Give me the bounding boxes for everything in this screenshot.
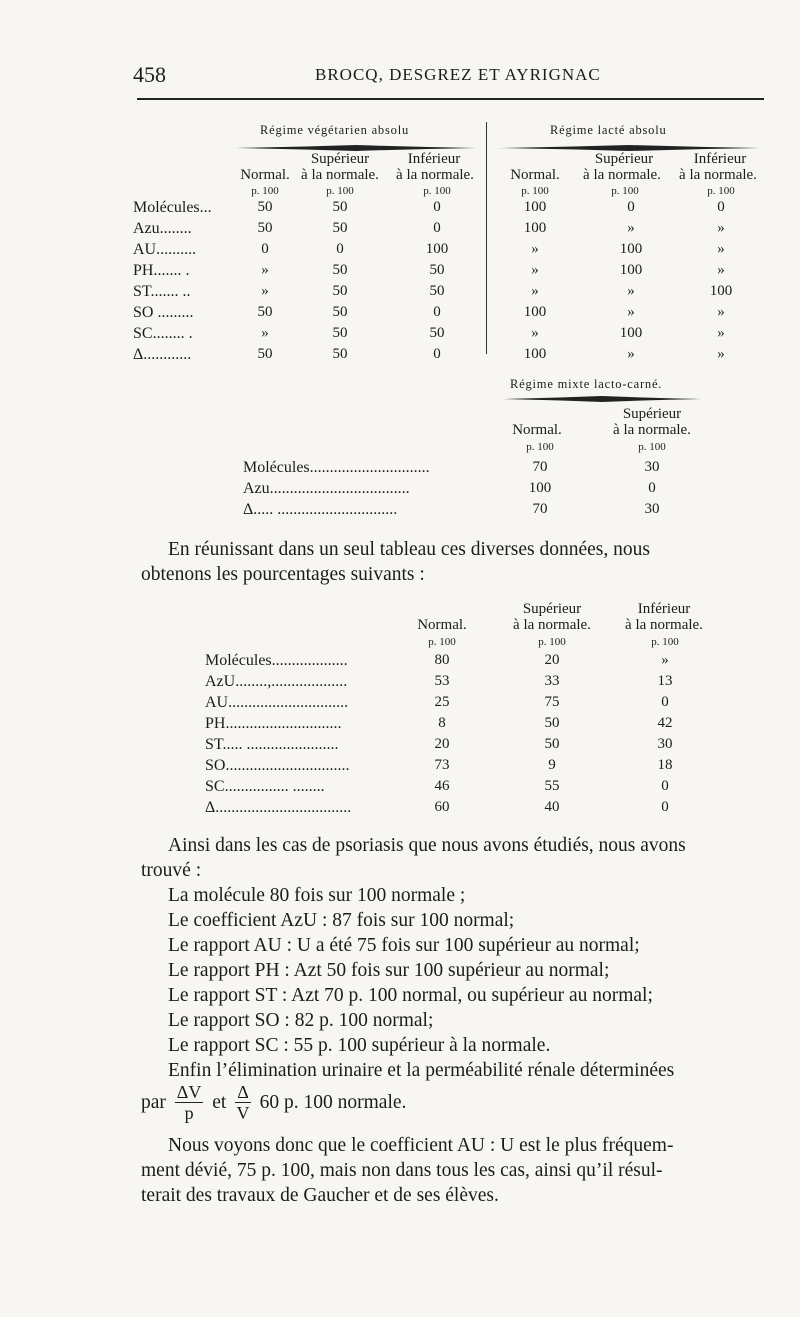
- list-item: Le rapport SC : 55 p. 100 supérieur à la normale.: [168, 1035, 551, 1056]
- cell: 50: [332, 262, 348, 278]
- row-label: Δ..................................: [205, 799, 352, 816]
- cell: »: [261, 325, 269, 341]
- header-rule: [137, 98, 764, 100]
- cell: 40: [544, 799, 560, 815]
- cell: 13: [657, 673, 673, 689]
- fraction: [175, 1082, 204, 1123]
- col-head-normal: Normal.: [417, 617, 467, 633]
- row-label: SO...............................: [205, 757, 350, 774]
- cell: 100: [523, 199, 547, 215]
- col-head-p100: p. 100: [651, 636, 679, 648]
- cell: 80: [434, 652, 450, 668]
- cell: »: [627, 304, 635, 320]
- cell: »: [627, 346, 635, 362]
- cell: 20: [544, 652, 560, 668]
- cell: 0: [717, 199, 725, 215]
- row-label: Molécules..............................: [243, 459, 430, 476]
- running-title: BROCQ, DESGREZ ET AYRIGNAC: [315, 65, 601, 84]
- list-item: La molécule 80 fois sur 100 normale ;: [168, 885, 466, 906]
- cell: 100: [528, 480, 552, 496]
- row-label: ST....... ..: [133, 283, 191, 300]
- col-head-a-la-normale: à la normale.: [583, 167, 661, 183]
- cell: 70: [532, 501, 548, 517]
- col-head-p100: p. 100: [428, 636, 456, 648]
- cell: 30: [644, 501, 660, 517]
- col-head-p100: p. 100: [521, 185, 549, 197]
- cell: 50: [257, 220, 273, 236]
- paragraph-line: terait des travaux de Gaucher et de ses élèves.: [141, 1185, 499, 1206]
- cell: 18: [657, 757, 673, 773]
- cell: 9: [548, 757, 556, 773]
- cell: 50: [429, 262, 445, 278]
- cell: 0: [648, 480, 656, 496]
- row-label: Molécules...: [133, 199, 212, 216]
- cell: 50: [257, 304, 273, 320]
- cell: 8: [438, 715, 446, 731]
- cell: 0: [336, 241, 344, 257]
- paragraph-line: Nous voyons donc que le coefficient AU : U est le plus fréquem-: [168, 1135, 674, 1156]
- cell: 100: [523, 304, 547, 320]
- paragraph-line: Ainsi dans les cas de psoriasis que nous avons étudiés, nous avons: [168, 835, 686, 856]
- cell: »: [627, 220, 635, 236]
- col-head-inferieur: Inférieur: [407, 151, 461, 167]
- formula-text: par: [141, 1092, 166, 1113]
- cell: 50: [332, 304, 348, 320]
- row-label: Azu........: [133, 220, 192, 237]
- col-head-p100: p. 100: [638, 441, 666, 453]
- denominator: p: [184, 1103, 194, 1123]
- col-head-a-la-normale: à la normale.: [396, 167, 474, 183]
- numerator: ΔV: [176, 1082, 202, 1102]
- col-head-normal: Normal.: [240, 167, 290, 183]
- formula-line: [141, 1082, 406, 1123]
- col-head-superieur: Supérieur: [310, 151, 370, 167]
- cell: 100: [619, 325, 643, 341]
- col-head-superieur: Supérieur: [594, 151, 654, 167]
- cell: 30: [644, 459, 660, 475]
- cell: 0: [433, 220, 441, 236]
- col-head-a-la-normale: à la normale.: [613, 422, 691, 438]
- cell: 50: [332, 346, 348, 362]
- col-head-p100: p. 100: [526, 441, 554, 453]
- col-head-p100: p. 100: [707, 185, 735, 197]
- cell: 53: [434, 673, 450, 689]
- cell: 55: [544, 778, 560, 794]
- cell: 0: [661, 799, 669, 815]
- cell: »: [661, 652, 669, 668]
- row-label: Azu...................................: [243, 480, 410, 497]
- col-head-p100: p. 100: [423, 185, 451, 197]
- row-label: SO .........: [133, 304, 194, 321]
- cell: »: [531, 325, 539, 341]
- paragraph-line: En réunissant dans un seul tableau ces diverses données, nous: [168, 539, 650, 560]
- cell: 50: [332, 325, 348, 341]
- formula-text: 60 p. 100 normale.: [259, 1092, 407, 1113]
- row-label: Δ..... ..............................: [243, 501, 398, 518]
- fraction: [235, 1082, 251, 1123]
- table1-title-lacte: Régime lacté absolu: [550, 123, 667, 137]
- cell: 100: [619, 241, 643, 257]
- col-head-a-la-normale: à la normale.: [301, 167, 379, 183]
- list-item: Le rapport ST : Azt 70 p. 100 normal, ou supérieur au normal;: [168, 985, 653, 1006]
- cell: »: [627, 283, 635, 299]
- col-head-a-la-normale: à la normale.: [679, 167, 757, 183]
- cell: 50: [332, 283, 348, 299]
- formula-text: et: [212, 1092, 227, 1113]
- numerator: Δ: [237, 1082, 249, 1102]
- cell: 46: [434, 778, 450, 794]
- cell: »: [717, 304, 725, 320]
- cell: 0: [627, 199, 635, 215]
- cell: 30: [657, 736, 673, 752]
- cell: 0: [433, 199, 441, 215]
- cell: 100: [523, 220, 547, 236]
- table1-title-vegetarien: Régime végétarien absolu: [260, 123, 410, 137]
- cell: 0: [433, 346, 441, 362]
- cell: 50: [544, 715, 560, 731]
- swash-ornament: [502, 396, 702, 402]
- row-label: AU..........: [133, 241, 197, 258]
- row-label: PH....... .: [133, 262, 190, 279]
- row-label: PH.............................: [205, 715, 342, 732]
- cell: 50: [257, 199, 273, 215]
- cell: »: [717, 346, 725, 362]
- cell: 100: [425, 241, 449, 257]
- cell: 25: [434, 694, 450, 710]
- cell: 50: [544, 736, 560, 752]
- cell: 50: [332, 199, 348, 215]
- cell: »: [717, 262, 725, 278]
- cell: »: [531, 283, 539, 299]
- col-head-superieur: Supérieur: [622, 406, 682, 422]
- row-label: Molécules...................: [205, 652, 348, 669]
- cell: »: [261, 262, 269, 278]
- paragraph-line: trouvé :: [141, 860, 202, 881]
- cell: 100: [523, 346, 547, 362]
- cell: »: [717, 325, 725, 341]
- cell: 70: [532, 459, 548, 475]
- row-label: SC................ ........: [205, 778, 325, 795]
- denominator: V: [236, 1103, 250, 1123]
- col-head-inferieur: Inférieur: [637, 601, 691, 617]
- paragraph-line: Enfin l’élimination urinaire et la perméabilité rénale déterminées: [168, 1060, 675, 1081]
- cell: »: [261, 283, 269, 299]
- cell: 100: [709, 283, 733, 299]
- col-head-a-la-normale: à la normale.: [513, 617, 591, 633]
- cell: 50: [257, 346, 273, 362]
- table2-title: Régime mixte lacto-carné.: [510, 377, 663, 391]
- cell: 75: [544, 694, 560, 710]
- cell: 73: [434, 757, 450, 773]
- col-head-p100: p. 100: [611, 185, 639, 197]
- row-label: SC........ .: [133, 325, 193, 342]
- cell: 0: [661, 694, 669, 710]
- col-head-superieur: Supérieur: [522, 601, 582, 617]
- cell: »: [717, 241, 725, 257]
- page-number: 458: [133, 62, 166, 87]
- row-label: AzU........,...................: [205, 673, 348, 690]
- row-label: Δ............: [133, 346, 192, 363]
- row-label: ST..... .......................: [205, 736, 339, 753]
- cell: 50: [429, 283, 445, 299]
- list-item: Le coefficient AzU : 87 fois sur 100 normal;: [168, 910, 515, 931]
- cell: 60: [434, 799, 450, 815]
- cell: »: [717, 220, 725, 236]
- col-head-p100: p. 100: [326, 185, 354, 197]
- cell: 0: [433, 304, 441, 320]
- cell: 0: [661, 778, 669, 794]
- cell: 50: [429, 325, 445, 341]
- col-head-normal: Normal.: [512, 422, 562, 438]
- col-head-p100: p. 100: [538, 636, 566, 648]
- cell: »: [531, 241, 539, 257]
- col-head-normal: Normal.: [510, 167, 560, 183]
- cell: 33: [544, 673, 560, 689]
- col-head-inferieur: Inférieur: [693, 151, 747, 167]
- list-item: Le rapport AU : U a été 75 fois sur 100 supérieur au normal;: [168, 935, 640, 956]
- col-head-a-la-normale: à la normale.: [625, 617, 703, 633]
- cell: »: [531, 262, 539, 278]
- paragraph-line: ment dévié, 75 p. 100, mais non dans tous les cas, ainsi qu’il résul-: [141, 1160, 663, 1181]
- col-head-p100: p. 100: [251, 185, 279, 197]
- list-item: Le rapport PH : Azt 50 fois sur 100 supérieur au normal;: [168, 960, 610, 981]
- list-item: Le rapport SO : 82 p. 100 normal;: [168, 1010, 434, 1031]
- table1-divider: [486, 122, 487, 354]
- cell: 0: [261, 241, 269, 257]
- cell: 20: [434, 736, 450, 752]
- cell: 42: [657, 715, 673, 731]
- cell: 50: [332, 220, 348, 236]
- paragraph-line: obtenons les pourcentages suivants :: [141, 564, 425, 585]
- row-label: AU..............................: [205, 694, 349, 711]
- cell: 100: [619, 262, 643, 278]
